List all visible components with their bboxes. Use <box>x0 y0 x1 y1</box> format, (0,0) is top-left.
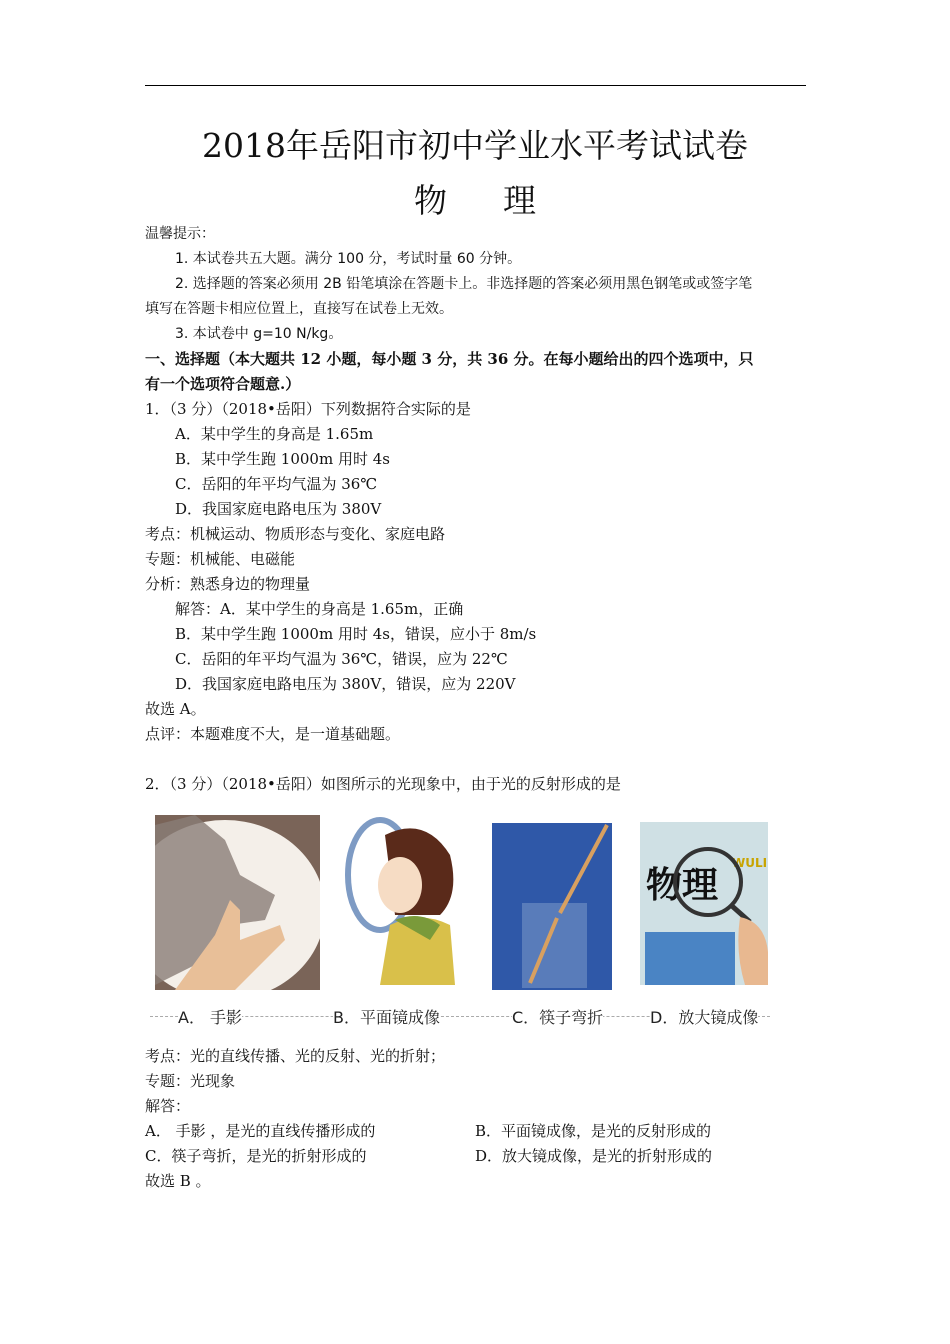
subject-title: 物理 <box>414 181 592 220</box>
header-rule <box>145 85 806 86</box>
option: B．某中学生跑 1000m 用时 4s <box>175 450 390 468</box>
section-heading: 有一个选项符合题意.） <box>145 375 301 393</box>
answer-line: B．某中学生跑 1000m 用时 4s，错误，应小于 8m/s <box>175 625 537 643</box>
choice: 故选 B 。 <box>145 1172 211 1190</box>
notice-item: 填写在答题卡相应位置上，直接写在试卷上无效。 <box>145 301 453 317</box>
jieda: 解答： <box>145 1097 191 1115</box>
hand-shadow-image <box>155 815 320 990</box>
zhuanti: 专题：机械能、电磁能 <box>145 550 296 568</box>
book-text: 物理 <box>646 865 719 906</box>
zhuanti: 专题：光现象 <box>145 1072 236 1090</box>
section-heading: 一、选择题（本大题共 12 小题，每小题 3 分，共 36 分。在每小题给出的四个选项中，只 <box>145 350 754 368</box>
option: C．岳阳的年平均气温为 36℃ <box>175 475 378 493</box>
notice-heading: 温馨提示： <box>145 226 215 242</box>
answer-c: C．筷子弯折，是光的折射形成的 <box>145 1147 367 1165</box>
notice-item: 2. 选择题的答案必须用 2B 铅笔填涂在答题卡上。非选择题的答案必须用黑色钢笔或或签字笔 <box>175 276 753 292</box>
mirror-girl-image <box>340 815 470 990</box>
notice-and-q1 <box>145 222 810 797</box>
q2-analysis <box>145 1044 810 1194</box>
answer-d: D．放大镜成像，是光的折射形成的 <box>475 1147 713 1165</box>
kaodian: 考点：光的直线传播、光的反射、光的折射； <box>145 1047 446 1065</box>
magnifier-book-image <box>640 822 768 985</box>
question-stem: 1．（3 分）（2018•岳阳）下列数据符合实际的是 <box>145 400 471 418</box>
kaodian: 考点：机械运动、物质形态与变化、家庭电路 <box>145 525 446 543</box>
caption-a: A． 手影 <box>178 1005 242 1028</box>
notice-item: 1. 本试卷共五大题。满分 100 分，考试时量 60 分钟。 <box>175 251 522 267</box>
chopstick-glass-image <box>492 823 612 990</box>
question-stem: 2．（3 分）（2018•岳阳）如图所示的光现象中，由于光的反射形成的是 <box>145 775 621 793</box>
book-sub: WULI <box>732 856 768 870</box>
fenxi: 分析：熟悉身边的物理量 <box>145 575 311 593</box>
option: A．某中学生的身高是 1.65m <box>175 425 374 443</box>
caption-d: D．放大镜成像 <box>650 1005 758 1028</box>
answer-line: C．岳阳的年平均气温为 36℃，错误，应为 22℃ <box>175 650 508 668</box>
answer-line: 解答：A．某中学生的身高是 1.65m，正确 <box>175 600 464 618</box>
option: D．我国家庭电路电压为 380V <box>175 500 382 518</box>
notice-item: 3. 本试卷中 g=10 N/kg。 <box>175 326 343 342</box>
answer-line: D．我国家庭电路电压为 380V，错误，应为 220V <box>175 675 516 693</box>
choice: 故选 A。 <box>145 700 206 718</box>
exam-title: 2018年岳阳市初中学业水平考试试卷 <box>202 126 748 165</box>
answer-b: B．平面镜成像，是光的反射形成的 <box>475 1122 712 1140</box>
answer-a: A． 手影 ，是光的直线传播形成的 <box>145 1122 376 1140</box>
caption-c: C．筷子弯折 <box>512 1005 603 1028</box>
comment: 点评：本题难度不大，是一道基础题。 <box>145 725 401 743</box>
caption-b: B．平面镜成像 <box>333 1005 440 1028</box>
